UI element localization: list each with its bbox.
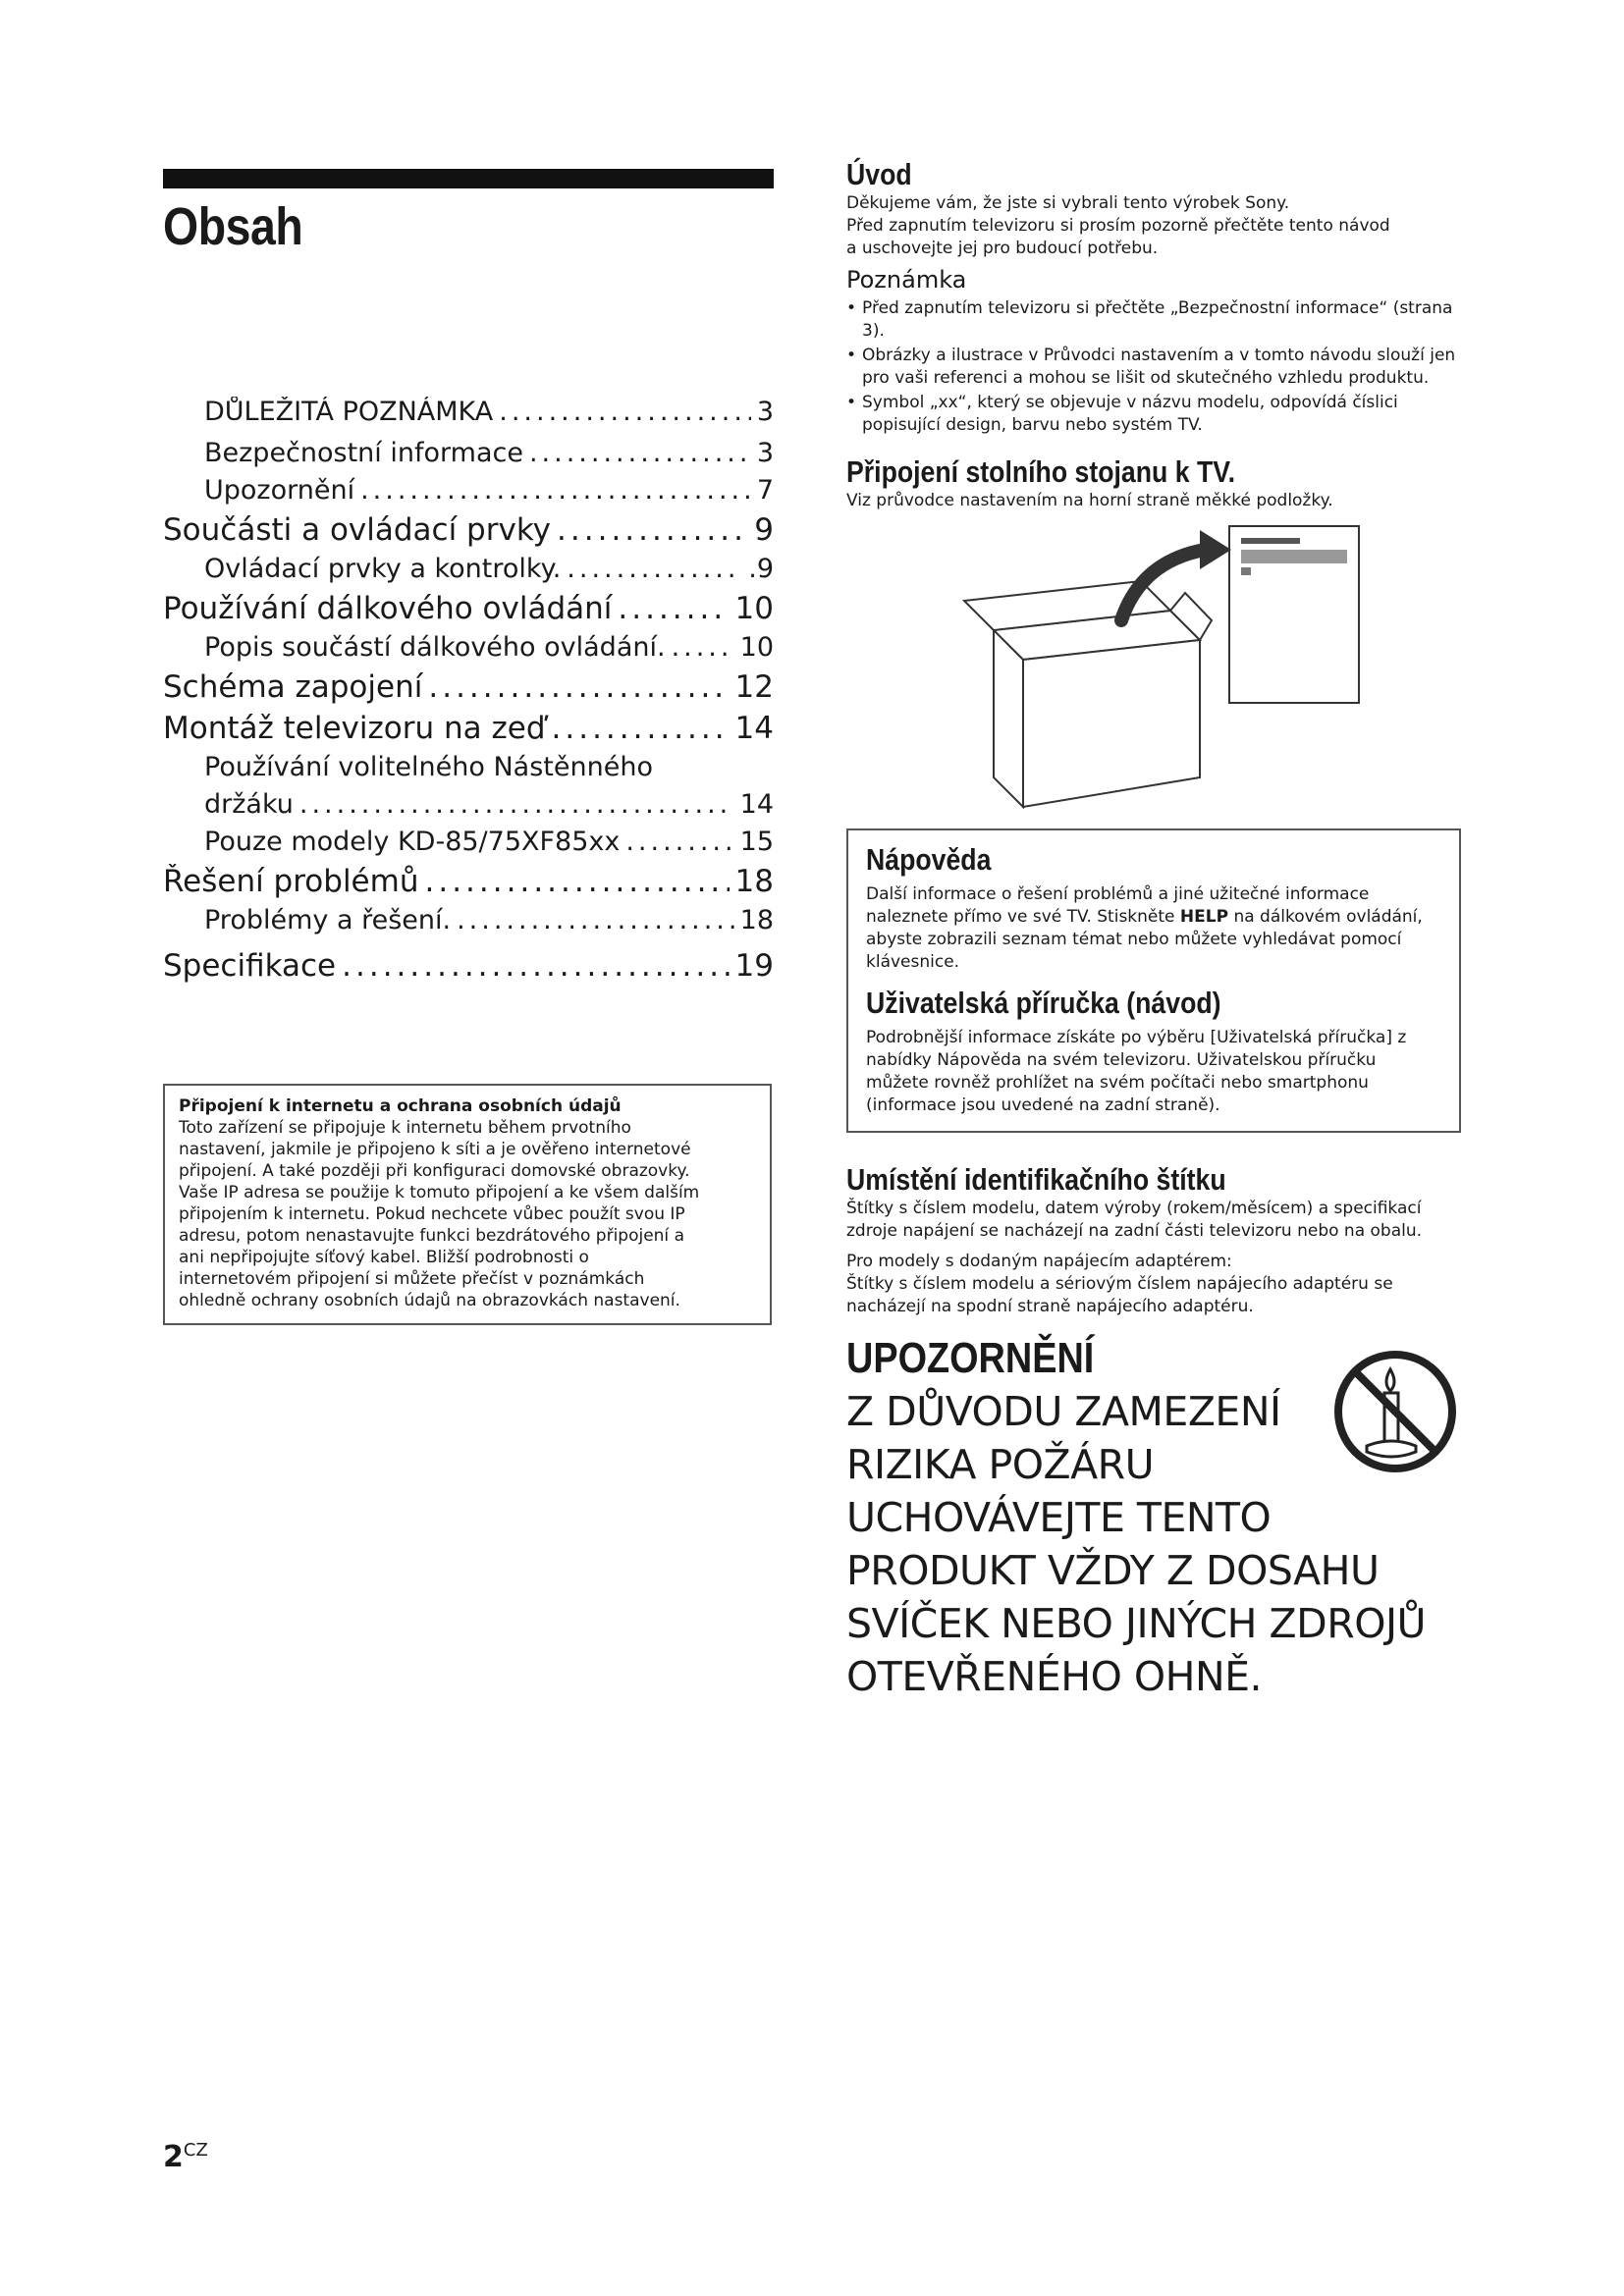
intro-line: Děkujeme vám, že jste si vybrali tento výrobek Sony. (846, 193, 1290, 213)
toc-entry[interactable] (163, 789, 774, 827)
toc-entry[interactable] (163, 554, 774, 591)
toc-page: 3 (756, 397, 774, 427)
intro-line: a uschovejte jej pro budoucí potřebu. (846, 239, 1159, 258)
toc-label: Popis součástí dálkového ovládání. (204, 632, 666, 663)
label-text: Štítky s číslem modelu a sériovým číslem napájecího adaptéru se nacházejí na spodní straně napájecího adaptéru. (846, 1274, 1393, 1316)
toc-page: 10 (734, 591, 774, 626)
privacy-line: připojení. A také později při konfiguraci domovské obrazovky. (179, 1161, 690, 1181)
toc-label: Pouze modely KD-85/75XF85xx (204, 827, 621, 857)
toc-page: 12 (734, 669, 774, 705)
toc-page: 18 (734, 864, 774, 899)
privacy-line: připojením k internetu. Pokud nechcete vůbec použít svou IP (179, 1204, 685, 1224)
toc-page: 7 (756, 475, 774, 506)
toc-entry-continued[interactable]: Používání volitelného Nástěnného (204, 752, 653, 782)
toc-label: Ovládací prvky a kontrolky. (204, 554, 562, 584)
note-list (846, 297, 1461, 437)
help-key: HELP (1179, 907, 1229, 927)
toc-leader (299, 789, 734, 820)
privacy-line: Vaše IP adresa se použije k tomuto připojení a ke všem dalším (179, 1183, 700, 1202)
help-heading: Nápověda (866, 842, 992, 877)
warning-line: Z DŮVODU ZAMEZENÍ (846, 1388, 1281, 1435)
privacy-title: Připojení k internetu a ochrana osobních údajů (179, 1096, 622, 1116)
stand-text: Viz průvodce nastavením na horní straně měkké podložky. (846, 491, 1333, 510)
note-item: • Obrázky a ilustrace v Průvodci nastavením a v tomto návodu slouží jen pro vaši referenci a mohou se lišit od skutečného vzhledu produktu. (846, 345, 1461, 390)
note-item: • Před zapnutím televizoru si přečtěte „Bezpečnostní informace“ (strana 3). (846, 297, 1461, 343)
toc-label: Bezpečnostní informace (204, 438, 523, 468)
toc-entry[interactable] (163, 827, 774, 864)
no-candle-icon (1331, 1348, 1459, 1475)
toc-page: 9 (754, 512, 774, 548)
language-code: CZ (183, 2140, 208, 2161)
label-text: Štítky s číslem modelu, datem výroby (rokem/měsícem) a specifikací zdroje napájení se nacházejí na zadní části televizoru nebo na obalu. (846, 1199, 1423, 1241)
toc-leader (360, 475, 751, 506)
privacy-line: internetovém připojení si můžete přečíst v poznámkách (179, 1269, 645, 1289)
warning-line: SVÍČEK NEBO JINÝCH ZDROJŮ (846, 1600, 1427, 1647)
toc-entry[interactable] (163, 905, 774, 942)
warning-heading: UPOZORNĚNÍ (846, 1334, 1095, 1382)
label-text: Pro modely s dodaným napájecím adaptérem: (846, 1252, 1232, 1271)
manual-text: Podrobnější informace získáte po výběru [Uživatelská příručka] z nabídky Nápověda na svém televizoru. Uživatelskou příručku můžete rovněž prohlížet na svém počítači nebo smartphonu (informace jsou uvedené na zadní straně). (866, 1028, 1407, 1115)
toc-label: držáku (204, 789, 294, 820)
stand-heading: Připojení stolního stojanu k TV. (846, 454, 1236, 489)
warning-line: OTEVŘENÉHO OHNĚ. (846, 1653, 1263, 1700)
toc-leader (529, 438, 751, 468)
privacy-line: ani nepřipojujte síťový kabel. Bližší podrobnosti o (179, 1248, 589, 1267)
toc-leader (552, 711, 730, 746)
toc-entry[interactable] (163, 512, 774, 554)
warning-line: PRODUKT VŽDY Z DOSAHU (846, 1547, 1380, 1594)
toc-entry[interactable] (163, 438, 774, 475)
toc-leader (618, 591, 729, 626)
toc-entry[interactable] (163, 864, 774, 905)
stand-illustration (846, 522, 1461, 817)
privacy-line: adresu, potom nenastavujte funkci bezdrátového připojení a (179, 1226, 684, 1246)
toc-leader (499, 397, 751, 427)
toc-page: 18 (739, 905, 774, 935)
toc-leader (457, 905, 734, 935)
page-number-value: 2 (163, 2140, 184, 2174)
manual-heading: Uživatelská příručka (návod) (866, 986, 1221, 1020)
toc-leader (625, 827, 733, 857)
toc-page: .9 (748, 554, 774, 584)
toc-entry[interactable] (163, 475, 774, 512)
toc-entry[interactable] (163, 669, 774, 711)
toc-entry[interactable] (163, 632, 774, 669)
toc-leader (342, 948, 729, 984)
help-box (846, 828, 1461, 1133)
warning-line: UCHOVÁVEJTE TENTO (846, 1494, 1272, 1541)
intro-heading: Úvod (846, 157, 912, 191)
toc-label: Specifikace (163, 948, 337, 984)
toc-entry[interactable] (163, 591, 774, 632)
label-heading: Umístění identifikačního štítku (846, 1162, 1226, 1197)
right-column (846, 157, 1461, 1703)
toc-page: 10 (739, 632, 774, 663)
toc-entry[interactable] (163, 397, 774, 438)
privacy-notice-box (163, 1084, 772, 1325)
toc-label: Upozornění (204, 475, 355, 506)
page-number (163, 2140, 208, 2174)
toc-label: Používání dálkového ovládání (163, 591, 613, 626)
intro-line: Před zapnutím televizoru si prosím pozorně přečtěte tento návod (846, 216, 1390, 236)
toc-label: Součásti a ovládací prvky (163, 512, 552, 548)
toc-page: 14 (739, 789, 774, 820)
note-heading: Poznámka (846, 266, 967, 294)
toc-label: Problémy a řešení. (204, 905, 452, 935)
toc-page: 3 (756, 438, 774, 468)
toc-page: 19 (734, 948, 774, 984)
page-title: Obsah (163, 197, 303, 256)
toc-page: 14 (734, 711, 774, 746)
title-bar (163, 169, 774, 188)
toc-label: DŮLEŽITÁ POZNÁMKA (204, 397, 494, 427)
toc-leader (428, 669, 729, 705)
toc-label: Řešení problémů (163, 864, 419, 899)
toc-label: Montáž televizoru na zeď (163, 711, 546, 746)
note-item: • Symbol „xx“, který se objevuje v názvu modelu, odpovídá číslici popisující design, barvu nebo systém TV. (846, 392, 1461, 437)
privacy-line: Toto zařízení se připojuje k internetu během prvotního (179, 1118, 631, 1138)
toc-leader (672, 632, 734, 663)
box-and-guide-illustration (846, 522, 1461, 817)
toc-leader (424, 864, 729, 899)
fire-warning (846, 1332, 1461, 1703)
toc-leader (567, 554, 742, 584)
privacy-line: ohledně ochrany osobních údajů na obrazovkách nastavení. (179, 1291, 680, 1310)
toc-entry[interactable] (163, 948, 774, 989)
warning-line: RIZIKA POŽÁRU (846, 1441, 1155, 1488)
help-text (866, 883, 1441, 974)
table-of-contents (163, 397, 774, 989)
toc-label: Schéma zapojení (163, 669, 423, 705)
help-text-part: na dálkovém ovládání, abyste zobrazili seznam témat nebo můžete vyhledávat pomocí klávesnice. (866, 907, 1423, 972)
toc-leader (557, 512, 748, 548)
toc-entry[interactable] (163, 711, 774, 752)
toc-page: 15 (739, 827, 774, 857)
help-text-part: Další informace o řešení problémů a jiné užitečné informace naleznete přímo ve své TV. Stiskněte (866, 884, 1370, 927)
privacy-line: nastavení, jakmile je připojeno k síti a je ověřeno internetové (179, 1140, 691, 1159)
left-column (163, 169, 774, 1310)
